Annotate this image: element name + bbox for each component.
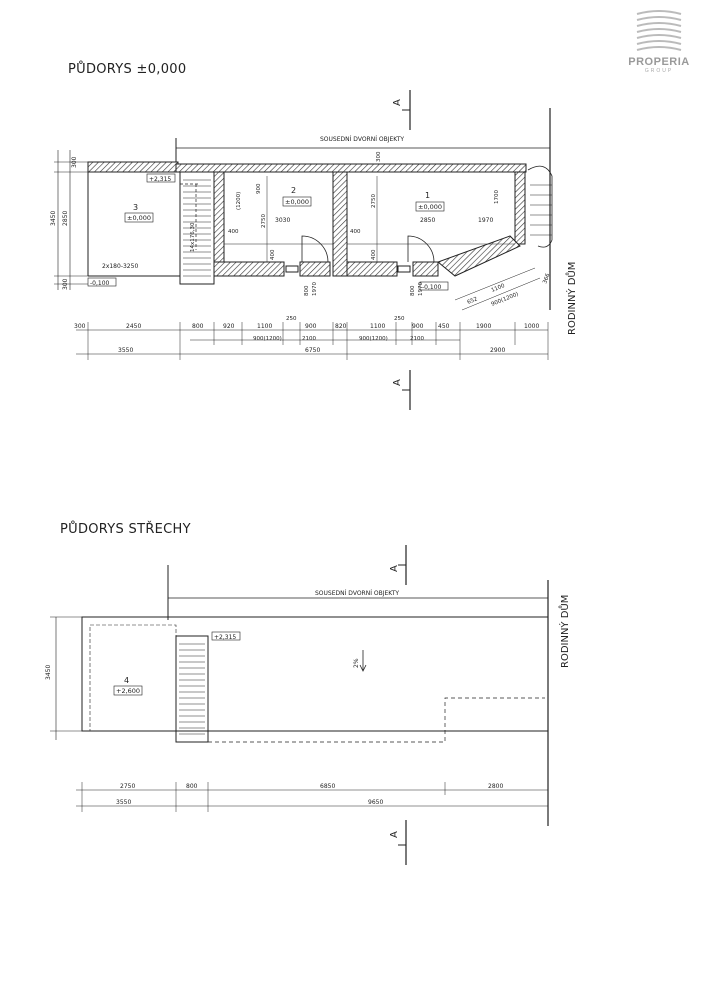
room-3-level <box>125 213 153 222</box>
roof-plan-title: PŮDORYS STŘECHY <box>60 522 191 537</box>
outside-level-left-text: -0,100 <box>90 280 110 287</box>
dim-inner-1970: 1970 <box>478 217 494 224</box>
dim-row1-1100-b: 1100 <box>370 323 386 330</box>
roof-dim-row1-800: 800 <box>186 783 198 790</box>
dim-left-300-top: 300 <box>71 156 78 168</box>
dim-row1-450: 450 <box>438 323 450 330</box>
dim-row1-small-250-b: 250 <box>394 316 405 322</box>
door-dim-1970-b: 1970 <box>418 282 424 296</box>
dim-top-300: 300 <box>376 151 382 162</box>
dim-row1-820: 820 <box>335 323 347 330</box>
door-dim-800-a: 800 <box>304 285 310 296</box>
roof-section-mark-top: A <box>389 565 400 572</box>
room-1-level <box>416 202 444 211</box>
roof-slope: 2% <box>353 658 360 668</box>
roof-level-mark-text: +2,315 <box>214 634 237 641</box>
dim-row3-2900: 2900 <box>490 347 506 354</box>
roof-house-label: RODINNÝ DŮM <box>560 594 571 668</box>
roof-dim-row1-2750: 2750 <box>120 783 136 790</box>
diag-dim-366: 366 <box>542 272 552 285</box>
dim-top-1700: 1700 <box>494 190 500 204</box>
ground-plan <box>54 90 552 410</box>
dim-row1-2450: 2450 <box>126 323 142 330</box>
dim-left-300-bottom: 300 <box>62 278 69 290</box>
room-3-level-text: ±0,000 <box>127 214 152 222</box>
dim-row1-300: 300 <box>74 323 86 330</box>
dim-inner-2850: 2850 <box>420 217 436 224</box>
door-dim-1970-a: 1970 <box>312 282 318 296</box>
ground-plan-title: PŮDORYS ±0,000 <box>68 62 187 77</box>
roof-dim-left-3450: 3450 <box>45 664 52 680</box>
dim-row1-900-b: 900 <box>412 323 424 330</box>
room-2-level <box>283 197 311 206</box>
stair-steps: 14x176,30 <box>190 222 196 252</box>
roof-plan <box>50 545 548 865</box>
dim-row2-900-1200-a: 900(1200) <box>253 336 282 342</box>
ground-house-label: RODINNÝ DŮM <box>567 261 578 335</box>
dim-inner-3030: 3030 <box>275 217 291 224</box>
roof-dim-row2-3550: 3550 <box>116 799 132 806</box>
dim-row2-2100-b: 2100 <box>410 336 424 342</box>
roof-section-mark-bottom: A <box>389 831 400 838</box>
roof-dim-row1-6850: 6850 <box>320 783 336 790</box>
roof-room-4-number: 4 <box>124 676 130 685</box>
dim-top-2750-a: 2750 <box>261 214 267 228</box>
roof-room-4-level-text: +2,600 <box>116 687 141 695</box>
dim-inner-400-a: 400 <box>228 229 239 235</box>
dim-row1-1000: 1000 <box>524 323 540 330</box>
diag-dim-1100: 1100 <box>490 283 506 294</box>
dim-top-1200: (1200) <box>236 191 242 210</box>
roof-neighbour-label: SOUSEDNÍ DVORNÍ OBJEKTY <box>315 590 400 597</box>
dim-row1-1900: 1900 <box>476 323 492 330</box>
roof-dim-row1-2800: 2800 <box>488 783 504 790</box>
dim-row2-2100-a: 2100 <box>302 336 316 342</box>
stair-top-level-text: +2,315 <box>149 176 172 183</box>
dim-row3-6750: 6750 <box>305 347 321 354</box>
dim-row1-1100-a: 1100 <box>257 323 273 330</box>
room-2-number: 2 <box>291 186 297 195</box>
diag-dim-900-1200: 900(1200) <box>490 291 520 308</box>
room-1-number: 1 <box>425 191 431 200</box>
roof-level-mark <box>212 632 240 641</box>
dim-row1-small-250-a: 250 <box>286 316 297 322</box>
dim-row1-900-a: 900 <box>305 323 317 330</box>
room-1-level-text: ±0,000 <box>418 203 443 211</box>
diag-dim-652: 652 <box>466 296 479 306</box>
dim-inner-400-d: 400 <box>371 249 377 260</box>
dim-row1-920: 920 <box>223 323 235 330</box>
ground-section-mark-top: A <box>392 99 403 106</box>
ground-section-mark-bottom: A <box>392 379 403 386</box>
dim-row2-900-1200-b: 900(1200) <box>359 336 388 342</box>
room-3-number: 3 <box>133 203 139 212</box>
door-dim-800-b: 800 <box>410 285 416 296</box>
outside-level-right <box>420 282 448 291</box>
outside-level-left <box>88 278 116 287</box>
dim-left-2850: 2850 <box>62 210 69 226</box>
outside-level-right-text: -0,100 <box>422 284 442 291</box>
dim-top-2750-b: 2750 <box>371 194 377 208</box>
brand-sub: GROUP <box>644 68 674 74</box>
dim-row1-800: 800 <box>192 323 204 330</box>
brand-name: PROPERIA <box>628 56 690 68</box>
dim-left-3450: 3450 <box>50 210 57 226</box>
dim-top-900: 900 <box>256 183 262 194</box>
roof-room-4-level <box>114 686 142 695</box>
ground-neighbour-label: SOUSEDNÍ DVORNÍ OBJEKTY <box>320 136 405 143</box>
stair-note: 2x180-3250 <box>102 263 139 270</box>
dim-row3-3550: 3550 <box>118 347 134 354</box>
dim-inner-400-c: 400 <box>270 249 276 260</box>
dim-inner-400-b: 400 <box>350 229 361 235</box>
roof-dim-row2-9650: 9650 <box>368 799 384 806</box>
stair-top-level <box>147 174 175 183</box>
room-2-level-text: ±0,000 <box>285 198 310 206</box>
